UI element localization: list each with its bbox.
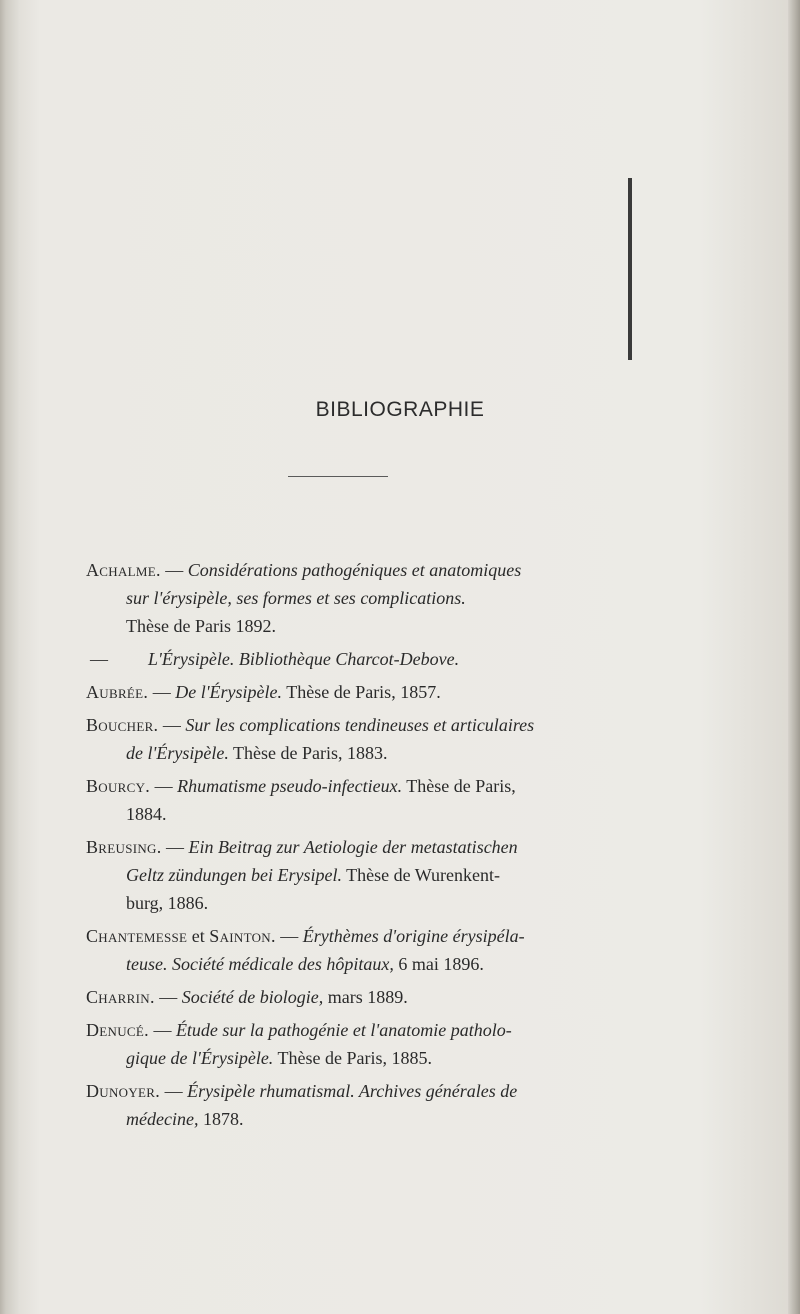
bib-entry-charrin: Charrin. — Société de biologie, mars 1889. bbox=[86, 987, 408, 1007]
bib-entry-denuce: Denucé. — Étude sur la pathogénie et l'anatomie patholo- gique de l'Érysipèle. Thèse de Paris, 1885. bbox=[86, 1020, 512, 1068]
entry-publication: Thèse de Paris 1892. bbox=[126, 616, 276, 636]
bib-entry-chantemesse: Chantemesse et Sainton. — Érythèmes d'origine érysipéla- teuse. Société médicale des hôpitaux, 6 mai 1896. bbox=[86, 926, 525, 974]
bib-entry-aubree: Aubrée. — De l'Érysipèle. Thèse de Paris, 1857. bbox=[86, 682, 441, 702]
bib-entry-bourcy: Bourcy. — Rhumatisme pseudo-infectieux. Thèse de Paris, 1884. bbox=[86, 776, 516, 824]
entry-publication: Thèse de Paris, 1885. bbox=[273, 1048, 432, 1068]
entry-title: L'Érysipèle. Bibliothèque Charcot-Debove. bbox=[148, 649, 460, 669]
entry-title: Rhumatisme pseudo-infectieux. bbox=[177, 776, 403, 796]
entry-author: Dunoyer. bbox=[86, 1081, 161, 1101]
entry-title: Étude sur la pathogénie et l'anatomie patholo- bbox=[175, 1020, 512, 1040]
entry-author: Charrin. bbox=[86, 987, 155, 1007]
entry-title: Société de biologie, bbox=[181, 987, 324, 1007]
entry-title: Considérations pathogéniques et anatomiques bbox=[187, 560, 522, 580]
entry-title-cont: teuse. Société médicale des hôpitaux, bbox=[126, 954, 394, 974]
entry-title-cont: médecine, bbox=[126, 1109, 199, 1129]
entry-title-cont: sur l'érysipèle, ses formes et ses complications. bbox=[126, 588, 466, 608]
bib-entry-boucher: Boucher. — Sur les complications tendineuses et articulaires de l'Érysipèle. Thèse de Paris, 1883. bbox=[86, 715, 535, 763]
entry-title-cont: de l'Érysipèle. bbox=[126, 743, 229, 763]
title-rule bbox=[288, 476, 388, 477]
entry-publication: Thèse de Wurenkent- bbox=[341, 865, 501, 885]
entry-author: Boucher. bbox=[86, 715, 159, 735]
entry-publication: mars 1889. bbox=[323, 987, 408, 1007]
entry-title-cont: Geltz zündungen bei Erysipel. bbox=[126, 865, 342, 885]
bibliography-list bbox=[86, 556, 766, 1138]
entry-title: Érythèmes d'origine érysipéla- bbox=[302, 926, 525, 946]
entry-year: 1884. bbox=[126, 804, 167, 824]
entry-title: De l'Érysipèle. bbox=[175, 682, 283, 702]
page-outer-edge bbox=[788, 0, 800, 1314]
ink-mark bbox=[628, 178, 632, 360]
bib-entry-breusing: Breusing. — Ein Beitrag zur Aetiologie der metastatischen Geltz zündungen bei Erysipel. Thèse de Wurenkent- burg, 1886. bbox=[86, 837, 518, 913]
entry-publication: Thèse de Paris, 1857. bbox=[282, 682, 441, 702]
entry-title: Érysipèle rhumatismal. Archives générales de bbox=[187, 1081, 518, 1101]
entry-coauthor: Sainton. bbox=[209, 926, 276, 946]
entry-publication: 6 mai 1896. bbox=[393, 954, 484, 974]
entry-title-cont: gique de l'Érysipèle. bbox=[126, 1048, 274, 1068]
bib-entry-achalme-2 bbox=[86, 645, 766, 673]
entry-title: Sur les complications tendineuses et articulaires bbox=[185, 715, 535, 735]
entry-author: Breusing. bbox=[86, 837, 162, 857]
entry-title: Ein Beitrag zur Aetiologie der metastatischen bbox=[188, 837, 518, 857]
entry-ditto-dash: — bbox=[90, 649, 108, 669]
entry-author: Denucé. bbox=[86, 1020, 149, 1040]
entry-publication: Thèse de Paris, 1883. bbox=[228, 743, 388, 763]
entry-publication-cont: burg, 1886. bbox=[126, 893, 209, 913]
page-binding-edge bbox=[0, 0, 20, 1314]
entry-author: Aubrée. bbox=[86, 682, 149, 702]
page-title: BIBLIOGRAPHIE bbox=[315, 398, 485, 421]
entry-publication: Thèse de Paris, bbox=[402, 776, 516, 796]
entry-author: Achalme. bbox=[86, 560, 161, 580]
bib-entry-dunoyer: Dunoyer. — Érysipèle rhumatismal. Archives générales de médecine, 1878. bbox=[86, 1081, 518, 1129]
entry-author: Chantemesse bbox=[86, 926, 188, 946]
entry-publication: 1878. bbox=[198, 1109, 244, 1129]
bib-entry-achalme: Achalme. — Considérations pathogéniques et anatomiques sur l'érysipèle, ses formes et ses complications. Thèse de Paris 1892. bbox=[86, 560, 522, 636]
entry-author: Bourcy. bbox=[86, 776, 151, 796]
